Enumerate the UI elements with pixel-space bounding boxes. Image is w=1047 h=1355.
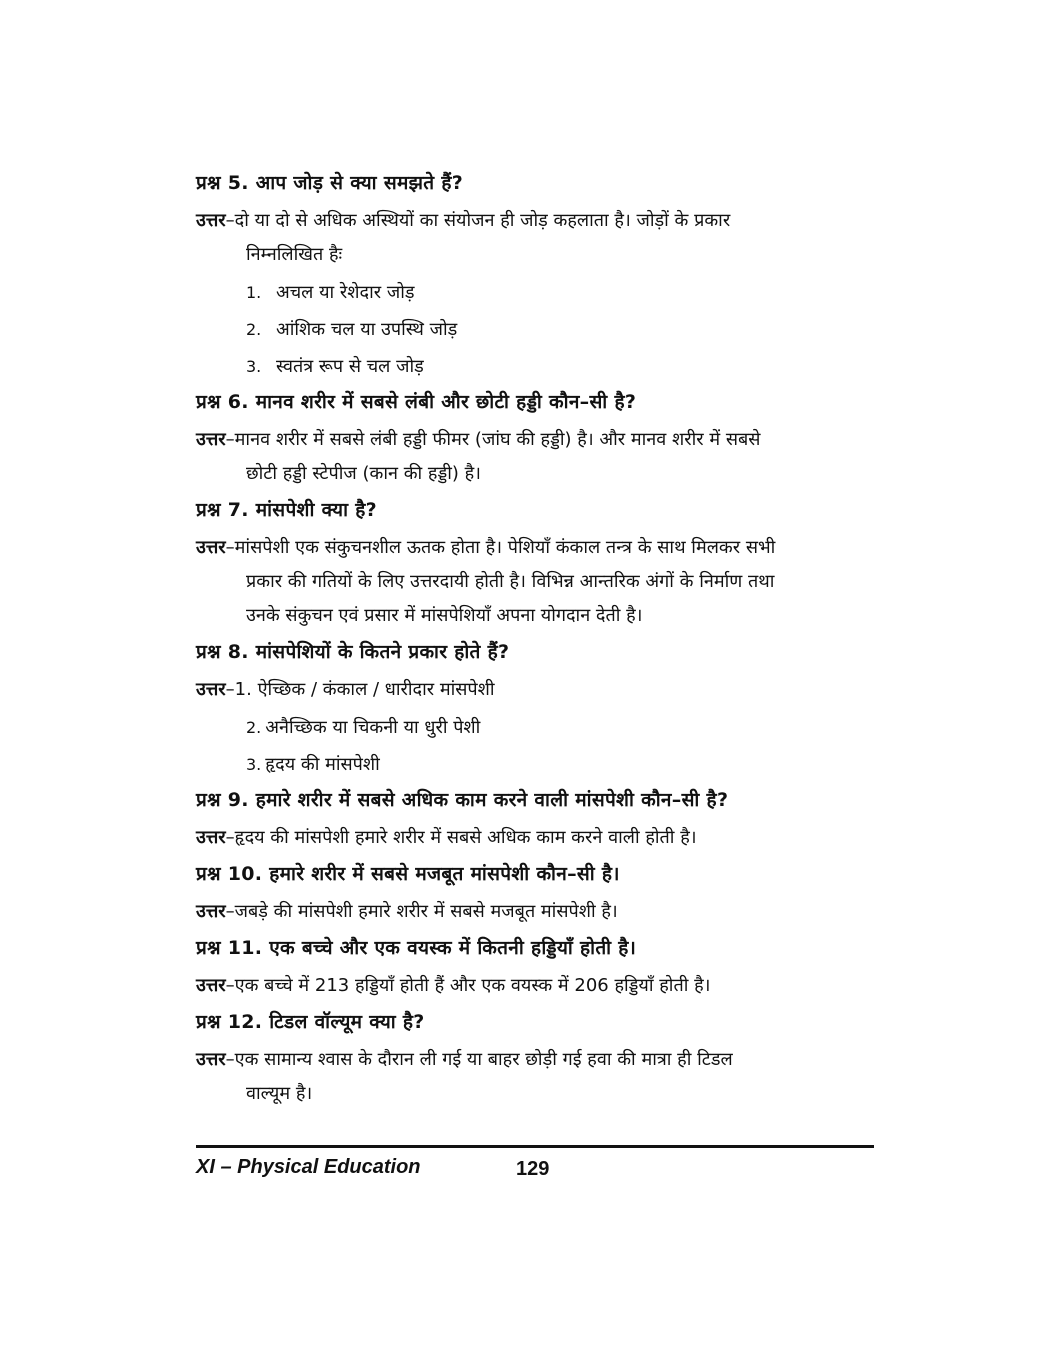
joint-type-item <box>196 350 874 384</box>
answer-5 <box>196 204 874 272</box>
answer-6-line-1: –मानव शरीर में सबसे लंबी हड्डी फीमर (जांघ की हड्डी) है। और मानव शरीर में सबसे <box>225 429 761 450</box>
answer-label: उत्तर <box>196 429 226 450</box>
question-6: प्रश्न 6. मानव शरीर में सबसे लंबी और छोटी हड्डी कौन–सी है? <box>196 391 637 413</box>
muscle-type-item <box>196 748 874 782</box>
answer-5-line-1: –दो या दो से अधिक अस्थियों का संयोजन ही जोड़ कहलाता है। जोड़ों के प्रकार <box>225 210 731 231</box>
answer-label: उत्तर <box>196 901 226 922</box>
question-7: प्रश्न 7. मांसपेशी क्या है? <box>196 499 377 521</box>
question-9: प्रश्न 9. हमारे शरीर में सबसे अधिक काम करने वाली मांसपेशी कौन–सी है? <box>196 789 729 811</box>
answer-11 <box>196 969 874 1003</box>
joint-type-item <box>196 276 874 310</box>
answer-12-line-1: –एक सामान्य श्वास के दौरान ली गई या बाहर छोड़ी गई हवा की मात्रा ही टिडल <box>225 1049 733 1070</box>
page-number: 129 <box>516 1158 550 1180</box>
footer-divider <box>196 1145 874 1148</box>
answer-7-line-2: प्रकार की गतियों के लिए उत्तरदायी होती है। विभिन्न आन्तरिक अंगों के निर्माण तथा <box>246 571 775 592</box>
question-12: प्रश्न 12. टिडल वॉल्यूम क्या है? <box>196 1011 425 1033</box>
answer-label: उत्तर <box>196 679 226 700</box>
question-5: प्रश्न 5. आप जोड़ से क्या समझते हैं? <box>196 172 464 194</box>
answer-label: उत्तर <box>196 975 226 996</box>
list-text: हृदय की मांसपेशी <box>265 754 380 775</box>
answer-label: उत्तर <box>196 537 226 558</box>
answer-label: उत्तर <box>196 1049 226 1070</box>
question-11: प्रश्न 11. एक बच्चे और एक वयस्क में कितनी हड्डियाँ होती है। <box>196 937 637 959</box>
list-number: 1. <box>246 283 262 302</box>
muscle-type-item <box>196 711 874 745</box>
answer-label: उत्तर <box>196 827 226 848</box>
list-text: अनैच्छिक या चिकनी या धुरी पेशी <box>265 717 481 738</box>
footer-subject: XI – Physical Education <box>196 1156 421 1178</box>
answer-8-line-1: –1. ऐच्छिक / कंकाल / धारीदार मांसपेशी <box>225 679 495 700</box>
answer-7 <box>196 531 874 633</box>
answer-5-line-2: निम्नलिखित हैः <box>246 244 343 265</box>
answer-7-line-1: –मांसपेशी एक संकुचनशील ऊतक होता है। पेशियाँ कंकाल तन्त्र के साथ मिलकर सभी <box>225 537 776 558</box>
answer-10 <box>196 895 874 929</box>
list-text: आंशिक चल या उपस्थि जोड़ <box>276 319 458 340</box>
list-number: 3. <box>246 755 262 774</box>
answer-6-line-2: छोटी हड्डी स्टेपीज (कान की हड्डी) है। <box>246 463 481 484</box>
page-content <box>196 168 874 1115</box>
question-8: प्रश्न 8. मांसपेशियों के कितने प्रकार होते हैं? <box>196 641 510 663</box>
question-10: प्रश्न 10. हमारे शरीर में सबसे मजबूत मांसपेशी कौन–सी है। <box>196 863 620 885</box>
list-text: अचल या रेशेदार जोड़ <box>276 282 415 303</box>
answer-9 <box>196 821 874 855</box>
answer-8 <box>196 673 874 707</box>
list-text: स्वतंत्र रूप से चल जोड़ <box>276 356 424 377</box>
answer-10-line-1: –जबड़े की मांसपेशी हमारे शरीर में सबसे मजबूत मांसपेशी है। <box>225 901 618 922</box>
answer-12-line-2: वाल्यूम है। <box>246 1083 313 1104</box>
answer-label: उत्तर <box>196 210 226 231</box>
answer-11-line-1: –एक बच्चे में 213 हड्डियाँ होती हैं और एक वयस्क में 206 हड्डियाँ होती है। <box>225 975 711 996</box>
answer-7-line-3: उनके संकुचन एवं प्रसार में मांसपेशियाँ अपना योगदान देती है। <box>246 605 643 626</box>
answer-6 <box>196 423 874 491</box>
answer-9-line-1: –हृदय की मांसपेशी हमारे शरीर में सबसे अधिक काम करने वाली होती है। <box>225 827 697 848</box>
joint-type-item <box>196 313 874 347</box>
list-number: 2. <box>246 718 262 737</box>
list-number: 3. <box>246 357 262 376</box>
answer-12 <box>196 1043 874 1111</box>
list-number: 2. <box>246 320 262 339</box>
